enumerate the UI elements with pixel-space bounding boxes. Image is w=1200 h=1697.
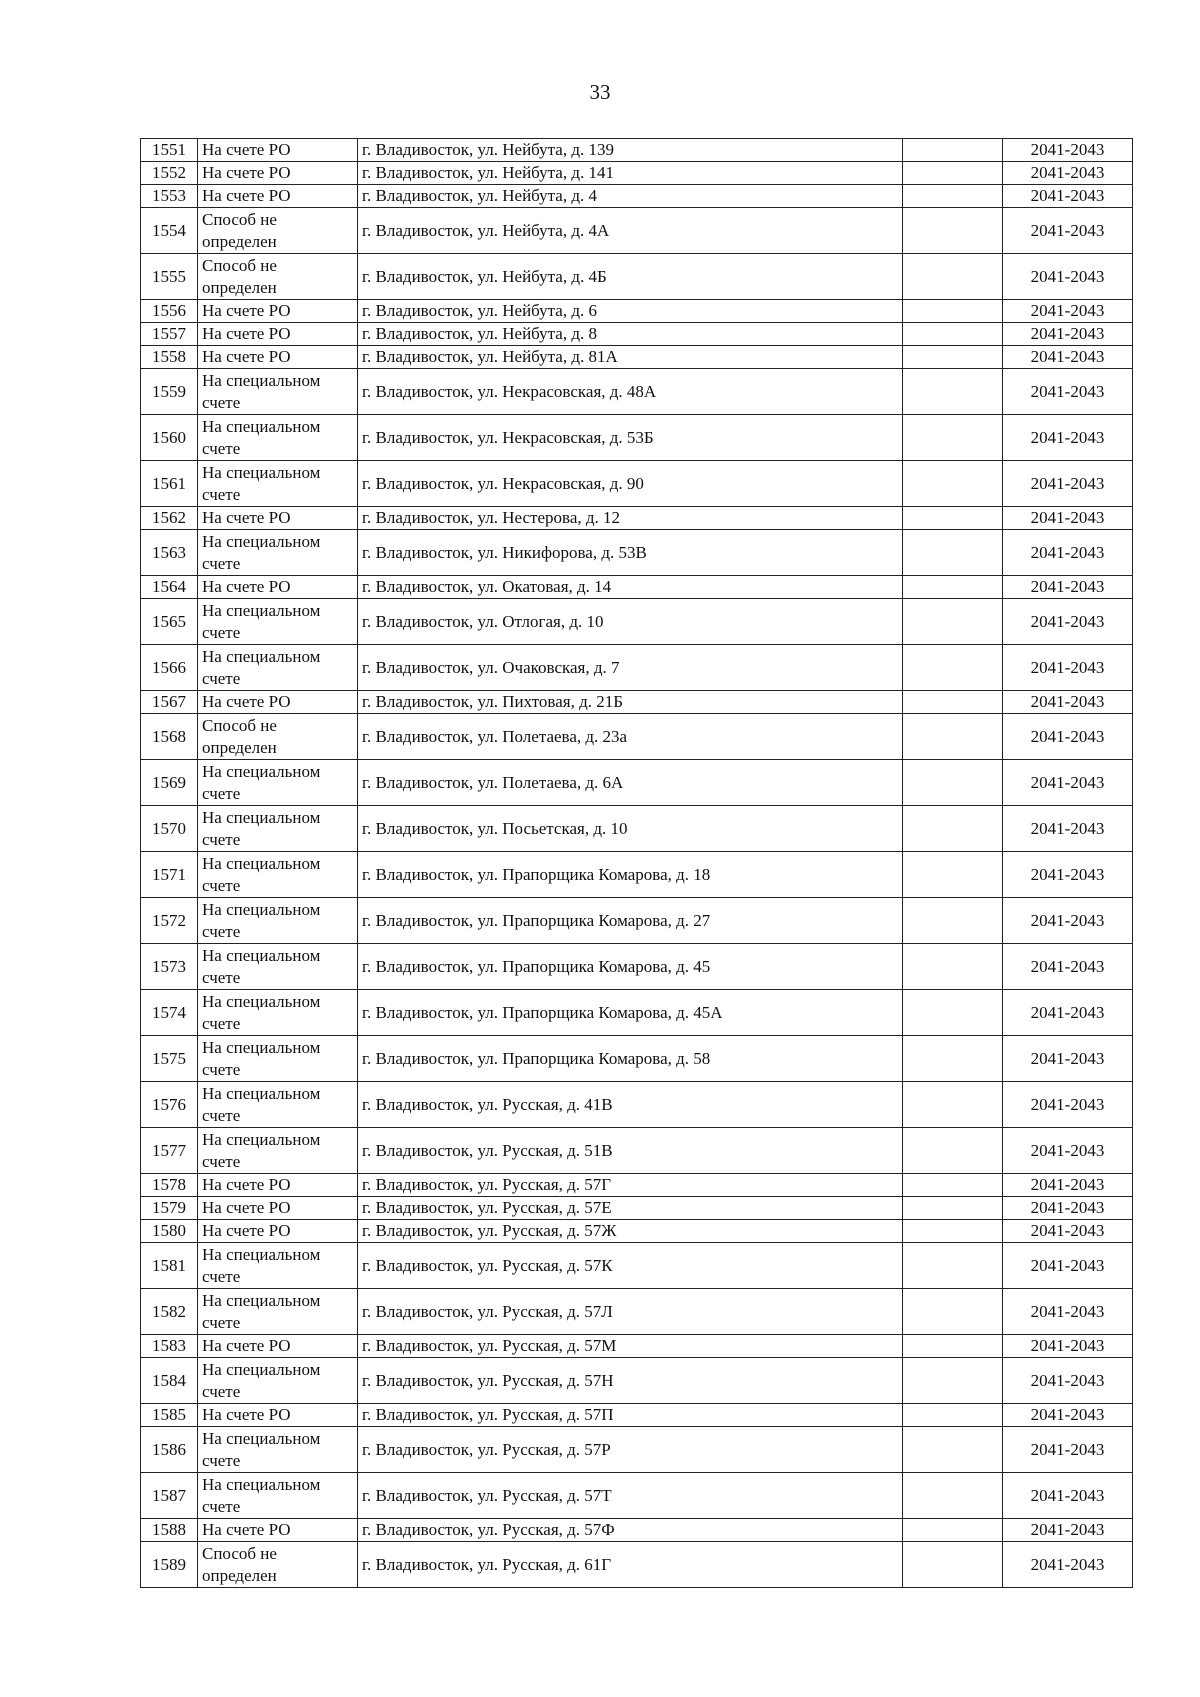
row-number-cell: 1574 (141, 990, 198, 1036)
row-number-cell: 1554 (141, 208, 198, 254)
empty-cell (903, 1220, 1003, 1243)
funding-method-cell: На специальном счете (198, 1289, 358, 1335)
row-number-cell: 1586 (141, 1427, 198, 1473)
funding-method-cell: На специальном счете (198, 369, 358, 415)
address-cell: г. Владивосток, ул. Некрасовская, д. 48А (358, 369, 903, 415)
address-cell: г. Владивосток, ул. Нейбута, д. 8 (358, 323, 903, 346)
address-cell: г. Владивосток, ул. Нестерова, д. 12 (358, 507, 903, 530)
row-number-cell: 1582 (141, 1289, 198, 1335)
address-cell: г. Владивосток, ул. Прапорщика Комарова, д. 18 (358, 852, 903, 898)
empty-cell (903, 1243, 1003, 1289)
period-cell: 2041-2043 (1003, 323, 1133, 346)
table-row (141, 346, 1133, 369)
funding-method-cell: На счете РО (198, 1174, 358, 1197)
period-cell: 2041-2043 (1003, 576, 1133, 599)
row-number-cell: 1564 (141, 576, 198, 599)
table-row (141, 1542, 1133, 1588)
empty-cell (903, 645, 1003, 691)
row-number-cell: 1570 (141, 806, 198, 852)
table-row (141, 1197, 1133, 1220)
funding-method-cell: На счете РО (198, 300, 358, 323)
funding-method-cell: На счете РО (198, 346, 358, 369)
row-number-cell: 1578 (141, 1174, 198, 1197)
address-cell: г. Владивосток, ул. Некрасовская, д. 53Б (358, 415, 903, 461)
funding-method-cell: На счете РО (198, 1220, 358, 1243)
period-cell: 2041-2043 (1003, 898, 1133, 944)
row-number-cell: 1557 (141, 323, 198, 346)
funding-method-cell: Способ не определен (198, 1542, 358, 1588)
table-row (141, 507, 1133, 530)
address-cell: г. Владивосток, ул. Русская, д. 57П (358, 1404, 903, 1427)
table-row (141, 1243, 1133, 1289)
funding-method-cell: На счете РО (198, 507, 358, 530)
address-cell: г. Владивосток, ул. Русская, д. 57М (358, 1335, 903, 1358)
table-row (141, 208, 1133, 254)
period-cell: 2041-2043 (1003, 162, 1133, 185)
table-row (141, 576, 1133, 599)
table-row (141, 1335, 1133, 1358)
funding-method-cell: Способ не определен (198, 208, 358, 254)
empty-cell (903, 208, 1003, 254)
address-cell: г. Владивосток, ул. Очаковская, д. 7 (358, 645, 903, 691)
address-cell: г. Владивосток, ул. Прапорщика Комарова, д. 58 (358, 1036, 903, 1082)
period-cell: 2041-2043 (1003, 1473, 1133, 1519)
table-row (141, 852, 1133, 898)
empty-cell (903, 461, 1003, 507)
table-row (141, 530, 1133, 576)
period-cell: 2041-2043 (1003, 461, 1133, 507)
period-cell: 2041-2043 (1003, 369, 1133, 415)
table-row (141, 1404, 1133, 1427)
funding-method-cell: На специальном счете (198, 898, 358, 944)
address-cell: г. Владивосток, ул. Русская, д. 51В (358, 1128, 903, 1174)
empty-cell (903, 691, 1003, 714)
table-row (141, 162, 1133, 185)
period-cell: 2041-2043 (1003, 1404, 1133, 1427)
row-number-cell: 1552 (141, 162, 198, 185)
empty-cell (903, 139, 1003, 162)
empty-cell (903, 1174, 1003, 1197)
empty-cell (903, 944, 1003, 990)
period-cell: 2041-2043 (1003, 714, 1133, 760)
empty-cell (903, 990, 1003, 1036)
address-cell: г. Владивосток, ул. Прапорщика Комарова, д. 45А (358, 990, 903, 1036)
address-cell: г. Владивосток, ул. Русская, д. 41В (358, 1082, 903, 1128)
row-number-cell: 1566 (141, 645, 198, 691)
table-row (141, 1220, 1133, 1243)
period-cell: 2041-2043 (1003, 1243, 1133, 1289)
table-row (141, 599, 1133, 645)
row-number-cell: 1576 (141, 1082, 198, 1128)
funding-method-cell: На специальном счете (198, 1427, 358, 1473)
address-cell: г. Владивосток, ул. Посьетская, д. 10 (358, 806, 903, 852)
address-cell: г. Владивосток, ул. Русская, д. 57Л (358, 1289, 903, 1335)
funding-method-cell: На специальном счете (198, 530, 358, 576)
funding-method-cell: На специальном счете (198, 1473, 358, 1519)
funding-method-cell: На специальном счете (198, 944, 358, 990)
empty-cell (903, 806, 1003, 852)
address-cell: г. Владивосток, ул. Нейбута, д. 6 (358, 300, 903, 323)
period-cell: 2041-2043 (1003, 507, 1133, 530)
period-cell: 2041-2043 (1003, 1128, 1133, 1174)
row-number-cell: 1571 (141, 852, 198, 898)
empty-cell (903, 1128, 1003, 1174)
funding-method-cell: На счете РО (198, 691, 358, 714)
address-cell: г. Владивосток, ул. Русская, д. 57Г (358, 1174, 903, 1197)
address-cell: г. Владивосток, ул. Пихтовая, д. 21Б (358, 691, 903, 714)
row-number-cell: 1555 (141, 254, 198, 300)
period-cell: 2041-2043 (1003, 346, 1133, 369)
empty-cell (903, 323, 1003, 346)
empty-cell (903, 1473, 1003, 1519)
period-cell: 2041-2043 (1003, 1082, 1133, 1128)
funding-method-cell: На счете РО (198, 1335, 358, 1358)
empty-cell (903, 507, 1003, 530)
period-cell: 2041-2043 (1003, 1220, 1133, 1243)
address-cell: г. Владивосток, ул. Нейбута, д. 4 (358, 185, 903, 208)
address-cell: г. Владивосток, ул. Русская, д. 57Т (358, 1473, 903, 1519)
address-cell: г. Владивосток, ул. Нейбута, д. 81А (358, 346, 903, 369)
empty-cell (903, 714, 1003, 760)
row-number-cell: 1567 (141, 691, 198, 714)
address-cell: г. Владивосток, ул. Русская, д. 57Н (358, 1358, 903, 1404)
registry-table (140, 138, 1133, 1588)
address-cell: г. Владивосток, ул. Русская, д. 57Е (358, 1197, 903, 1220)
funding-method-cell: На специальном счете (198, 1082, 358, 1128)
period-cell: 2041-2043 (1003, 944, 1133, 990)
table-row (141, 1427, 1133, 1473)
funding-method-cell: Способ не определен (198, 254, 358, 300)
row-number-cell: 1583 (141, 1335, 198, 1358)
row-number-cell: 1575 (141, 1036, 198, 1082)
period-cell: 2041-2043 (1003, 760, 1133, 806)
row-number-cell: 1563 (141, 530, 198, 576)
table-row (141, 461, 1133, 507)
address-cell: г. Владивосток, ул. Никифорова, д. 53В (358, 530, 903, 576)
table-row (141, 1174, 1133, 1197)
address-cell: г. Владивосток, ул. Полетаева, д. 6А (358, 760, 903, 806)
row-number-cell: 1553 (141, 185, 198, 208)
row-number-cell: 1568 (141, 714, 198, 760)
table-row (141, 645, 1133, 691)
table-row (141, 1358, 1133, 1404)
empty-cell (903, 254, 1003, 300)
period-cell: 2041-2043 (1003, 1174, 1133, 1197)
row-number-cell: 1589 (141, 1542, 198, 1588)
table-row (141, 1473, 1133, 1519)
funding-method-cell: На специальном счете (198, 1358, 358, 1404)
table-row (141, 760, 1133, 806)
table-row (141, 1082, 1133, 1128)
address-cell: г. Владивосток, ул. Прапорщика Комарова, д. 27 (358, 898, 903, 944)
funding-method-cell: На специальном счете (198, 852, 358, 898)
funding-method-cell: На счете РО (198, 162, 358, 185)
table-row (141, 691, 1133, 714)
empty-cell (903, 1404, 1003, 1427)
row-number-cell: 1565 (141, 599, 198, 645)
empty-cell (903, 576, 1003, 599)
period-cell: 2041-2043 (1003, 254, 1133, 300)
period-cell: 2041-2043 (1003, 185, 1133, 208)
empty-cell (903, 185, 1003, 208)
address-cell: г. Владивосток, ул. Русская, д. 57К (358, 1243, 903, 1289)
row-number-cell: 1587 (141, 1473, 198, 1519)
row-number-cell: 1588 (141, 1519, 198, 1542)
table-row (141, 323, 1133, 346)
funding-method-cell: На специальном счете (198, 760, 358, 806)
empty-cell (903, 1335, 1003, 1358)
row-number-cell: 1559 (141, 369, 198, 415)
period-cell: 2041-2043 (1003, 415, 1133, 461)
table-row (141, 1036, 1133, 1082)
address-cell: г. Владивосток, ул. Полетаева, д. 23а (358, 714, 903, 760)
table-row (141, 369, 1133, 415)
row-number-cell: 1573 (141, 944, 198, 990)
table-row (141, 415, 1133, 461)
table-row (141, 990, 1133, 1036)
address-cell: г. Владивосток, ул. Нейбута, д. 4А (358, 208, 903, 254)
address-cell: г. Владивосток, ул. Нейбута, д. 141 (358, 162, 903, 185)
table-row (141, 1128, 1133, 1174)
address-cell: г. Владивосток, ул. Окатовая, д. 14 (358, 576, 903, 599)
table-row (141, 714, 1133, 760)
period-cell: 2041-2043 (1003, 1427, 1133, 1473)
empty-cell (903, 1427, 1003, 1473)
period-cell: 2041-2043 (1003, 1036, 1133, 1082)
period-cell: 2041-2043 (1003, 691, 1133, 714)
table-row (141, 944, 1133, 990)
period-cell: 2041-2043 (1003, 208, 1133, 254)
funding-method-cell: На счете РО (198, 1519, 358, 1542)
period-cell: 2041-2043 (1003, 806, 1133, 852)
funding-method-cell: На счете РО (198, 139, 358, 162)
page-number: 33 (589, 80, 611, 104)
table-row (141, 806, 1133, 852)
row-number-cell: 1561 (141, 461, 198, 507)
period-cell: 2041-2043 (1003, 990, 1133, 1036)
row-number-cell: 1581 (141, 1243, 198, 1289)
row-number-cell: 1560 (141, 415, 198, 461)
address-cell: г. Владивосток, ул. Прапорщика Комарова, д. 45 (358, 944, 903, 990)
funding-method-cell: На счете РО (198, 576, 358, 599)
row-number-cell: 1569 (141, 760, 198, 806)
table-row (141, 185, 1133, 208)
empty-cell (903, 530, 1003, 576)
row-number-cell: 1556 (141, 300, 198, 323)
empty-cell (903, 300, 1003, 323)
empty-cell (903, 1082, 1003, 1128)
table-row (141, 1289, 1133, 1335)
period-cell: 2041-2043 (1003, 1197, 1133, 1220)
funding-method-cell: На специальном счете (198, 415, 358, 461)
row-number-cell: 1584 (141, 1358, 198, 1404)
empty-cell (903, 1289, 1003, 1335)
period-cell: 2041-2043 (1003, 645, 1133, 691)
period-cell: 2041-2043 (1003, 530, 1133, 576)
funding-method-cell: На счете РО (198, 1197, 358, 1220)
period-cell: 2041-2043 (1003, 1542, 1133, 1588)
row-number-cell: 1551 (141, 139, 198, 162)
funding-method-cell: На специальном счете (198, 1128, 358, 1174)
period-cell: 2041-2043 (1003, 139, 1133, 162)
empty-cell (903, 1358, 1003, 1404)
empty-cell (903, 898, 1003, 944)
row-number-cell: 1558 (141, 346, 198, 369)
funding-method-cell: На специальном счете (198, 461, 358, 507)
period-cell: 2041-2043 (1003, 852, 1133, 898)
row-number-cell: 1585 (141, 1404, 198, 1427)
funding-method-cell: На специальном счете (198, 1036, 358, 1082)
funding-method-cell: На счете РО (198, 1404, 358, 1427)
period-cell: 2041-2043 (1003, 599, 1133, 645)
row-number-cell: 1562 (141, 507, 198, 530)
row-number-cell: 1577 (141, 1128, 198, 1174)
empty-cell (903, 852, 1003, 898)
table-row (141, 139, 1133, 162)
empty-cell (903, 346, 1003, 369)
funding-method-cell: На специальном счете (198, 599, 358, 645)
funding-method-cell: На специальном счете (198, 1243, 358, 1289)
funding-method-cell: На специальном счете (198, 806, 358, 852)
funding-method-cell: Способ не определен (198, 714, 358, 760)
empty-cell (903, 1542, 1003, 1588)
row-number-cell: 1580 (141, 1220, 198, 1243)
empty-cell (903, 369, 1003, 415)
table-row (141, 1519, 1133, 1542)
address-cell: г. Владивосток, ул. Русская, д. 57Р (358, 1427, 903, 1473)
address-cell: г. Владивосток, ул. Отлогая, д. 10 (358, 599, 903, 645)
period-cell: 2041-2043 (1003, 1358, 1133, 1404)
empty-cell (903, 760, 1003, 806)
period-cell: 2041-2043 (1003, 300, 1133, 323)
registry-table-body (141, 139, 1133, 1588)
empty-cell (903, 415, 1003, 461)
empty-cell (903, 1519, 1003, 1542)
address-cell: г. Владивосток, ул. Нейбута, д. 139 (358, 139, 903, 162)
table-row (141, 254, 1133, 300)
funding-method-cell: На специальном счете (198, 990, 358, 1036)
table-row (141, 300, 1133, 323)
funding-method-cell: На специальном счете (198, 645, 358, 691)
funding-method-cell: На счете РО (198, 185, 358, 208)
funding-method-cell: На счете РО (198, 323, 358, 346)
empty-cell (903, 1036, 1003, 1082)
period-cell: 2041-2043 (1003, 1289, 1133, 1335)
address-cell: г. Владивосток, ул. Некрасовская, д. 90 (358, 461, 903, 507)
address-cell: г. Владивосток, ул. Русская, д. 57Ж (358, 1220, 903, 1243)
empty-cell (903, 599, 1003, 645)
row-number-cell: 1579 (141, 1197, 198, 1220)
period-cell: 2041-2043 (1003, 1519, 1133, 1542)
address-cell: г. Владивосток, ул. Русская, д. 61Г (358, 1542, 903, 1588)
empty-cell (903, 1197, 1003, 1220)
period-cell: 2041-2043 (1003, 1335, 1133, 1358)
address-cell: г. Владивосток, ул. Русская, д. 57Ф (358, 1519, 903, 1542)
address-cell: г. Владивосток, ул. Нейбута, д. 4Б (358, 254, 903, 300)
empty-cell (903, 162, 1003, 185)
row-number-cell: 1572 (141, 898, 198, 944)
table-row (141, 898, 1133, 944)
